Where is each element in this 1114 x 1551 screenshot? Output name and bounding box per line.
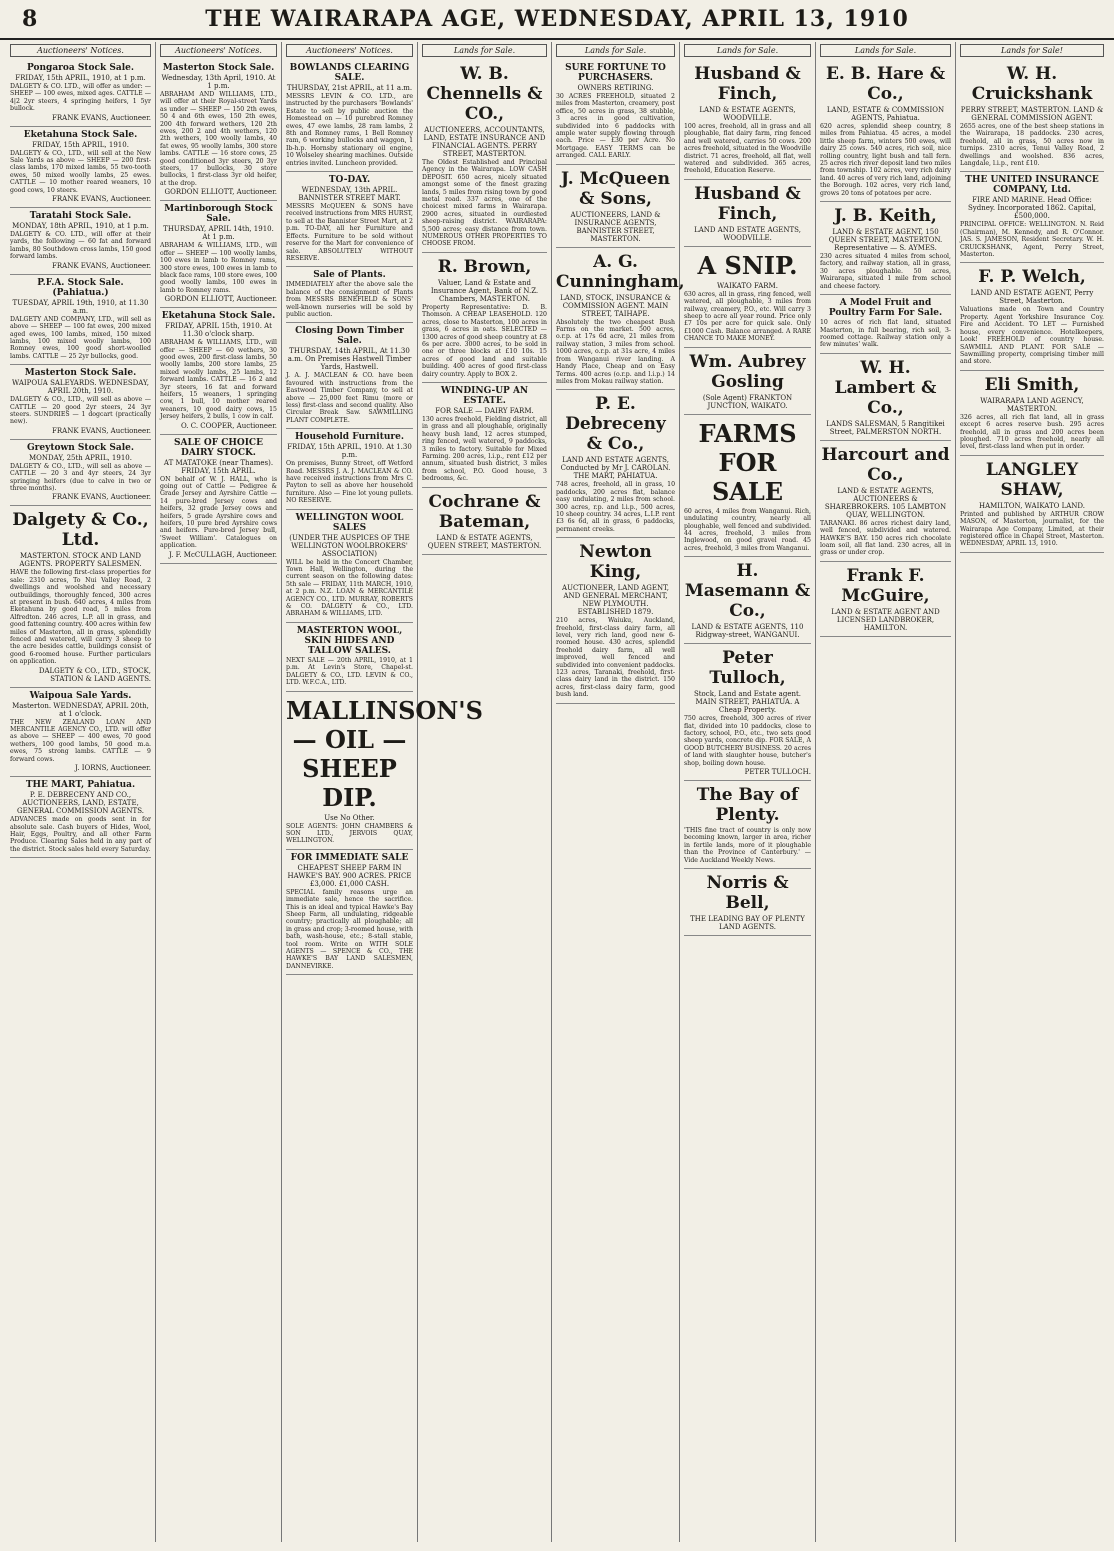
advertisement	[286, 510, 413, 623]
advertisement	[684, 180, 811, 247]
advertisement	[960, 263, 1104, 370]
ad-subtitle: Masterton. WEDNESDAY, APRIL 20th, at 1 o'clock.	[12, 701, 149, 718]
newspaper-title: THE WAIRARAPA AGE, WEDNESDAY, APRIL 13, 1910	[205, 6, 909, 32]
ad-title: Taratahi Stock Sale.	[29, 211, 132, 222]
advertisement	[286, 323, 413, 429]
ad-subtitle: CHEAPEST SHEEP FARM IN HAWKE'S BAY. 900 ACRES. PRICE £3,000. £1,000 CASH.	[287, 863, 412, 888]
ad-title: J. B. Keith,	[834, 206, 937, 227]
advertisement	[684, 348, 811, 415]
ad-body: 748 acres, freehold, all in grass, 10 paddocks, 200 acres flat, balance easy undulating, 2 miles from school. 300 acres, r.p. and l.i.p., 500 acres, 10 sheep country. 34 acres, L.I.P. rent £3 6s 6d, all in grass, 6 paddocks, permanent creeks.	[556, 481, 675, 533]
advertisement	[10, 365, 151, 440]
advertisement	[286, 267, 413, 323]
ad-body: ABRAHAM AND WILLIAMS, LTD., will offer at their Royal-street Yards as under — SHEEP — 150 2th ewes, 50 4 and 6th ewes, 150 2th ewes, 200 4th forward wethers, 120 2th ewes, 200 2 and 4th wethers, 120 2th wethers, 100 woolly lambs, 40 fat ewes, 95 woolly lambs, 300 store lambs. CATTLE — 16 store cows, 25 good conditioned 3yr steers, 20 3yr steers, 17 bullocks, 30 store bullocks, 1 first-class 3yr old heifer, at the drop.	[160, 91, 277, 187]
advertisement	[820, 60, 951, 202]
ad-subtitle: WAIPOUA SALEYARDS. WEDNESDAY, APRIL 20th, 1910.	[12, 379, 149, 396]
ad-body: ON behalf of W. J. HALL, who is going out of Cattle — Pedigree & Grade Jersey and Ayrshire Cattle — 14 pure-bred Jersey cows and heifers, 32 grade Jersey cows and heifers, 5 grade Ayrshire cows and heifers, 10 pure bred Ayrshire cows and heifers. Pure-bred Jersey bull, 'Sweet William'. Catalogues on application.	[160, 475, 277, 550]
ad-subtitle: MONDAY, 25th APRIL, 1910.	[29, 453, 132, 462]
advertisement	[422, 383, 547, 488]
column-heading: Auctioneers' Notices.	[10, 44, 151, 57]
ad-subtitle: WAIKATO FARM.	[717, 281, 778, 290]
ad-subtitle: LANDS SALESMAN, 5 Rangitikei Street, PALMERSTON NORTH.	[826, 419, 945, 436]
ad-subtitle: LAND & ESTATE AGENTS, WOODVILLE.	[699, 106, 796, 122]
ad-title: MASTERTON WOOL, SKIN HIDES AND TALLOW SALES.	[296, 625, 403, 656]
ad-body: 30 ACRES FREEHOLD, situated 2 miles from Masterton, creamery, post office, 50 acres in grass, 38 stubble, 3 acres in good cultivation, subdivided into 6 paddocks with ample water supply flowing through each. Price — £30 per Acre. No Mortgage. EASY TERMS can be arranged. CALL EARLY.	[556, 93, 675, 160]
ad-title: Greytown Stock Sale.	[26, 442, 135, 453]
advertisement	[10, 127, 151, 208]
masthead	[0, 0, 1114, 40]
ad-title: MALLINSON'S — OIL — SHEEP DIP.	[286, 695, 483, 812]
ad-title: P.F.A. Stock Sale. (Pahiatua.)	[37, 277, 124, 298]
ad-body: 2655 acres, one of the best sheep stations in the Wairarapa, 18 paddocks. 230 acres, freehold, all in grass, 50 acres now in turnips. 2310 acres, Tenui Valley Road, 2 dwellings and woolshed. 836 acres, Langdale, l.i.p., rent £10.	[960, 123, 1104, 168]
ad-body: IMMEDIATELY after the above sale the balance of the consignment of Plants from MESSRS BENEFIELD & SONS' well-known nurseries will be sold by public auction.	[286, 281, 413, 318]
ad-title: WINDING-UP AN ESTATE.	[440, 385, 529, 406]
ad-body: SOLE AGENTS: JOHN CHAMBERS & SON LTD., JERVOIS QUAY, WELLINGTON.	[286, 822, 413, 845]
ad-subtitle: LAND AND ESTATE AGENTS, Conducted by Mr J. CAROLAN. THE MART, PAHIATUA.	[560, 456, 671, 481]
advertisement	[422, 253, 547, 383]
ad-body: DALGETY & CO., LTD., will sell as above — CATTLE — 20 3 and 4yr steers, 24 3yr springing heifers (due to calve in two or three months).	[10, 462, 151, 492]
advertisement	[10, 688, 151, 777]
column-8	[956, 42, 1108, 1542]
ad-subtitle: (Sole Agent) FRANKTON JUNCTION, WAIKATO.	[702, 393, 793, 410]
ad-subtitle: MASTERTON. STOCK AND LAND AGENTS. PROPERTY SALESMEN.	[19, 552, 142, 569]
ad-subtitle: LAND & ESTATE AGENTS, QUEEN STREET, MASTERTON.	[427, 533, 542, 550]
column-2	[156, 42, 282, 1542]
ad-subtitle: LAND & ESTATE AGENTS, AUCTIONEERS & SHAREBROKERS. 105 LAMBTON QUAY, WELLINGTON.	[824, 486, 947, 519]
ad-body: ABRAHAM & WILLIAMS, LTD., will offer — SHEEP — 100 woolly lambs, 100 ewes in lamb to Romney rams, 300 store ewes, 100 ewes in lamb to black face rams, 100 store ewes, 100 good woolly lambs, 100 ewes in lamb to Romney rams.	[160, 242, 277, 294]
ad-subtitle: LAND & ESTATE AGENT, 150 QUEEN STREET, MASTERTON. Representative — S. AYMES.	[828, 228, 943, 253]
advertisement	[422, 488, 547, 555]
ad-body: TARANAKI. 86 acres richest dairy land, well fenced, subdivided and watered. HAWKE'S BAY. 150 acres rich chocolate loam soil, all flat land. 230 acres, all in grass or under crop.	[820, 519, 951, 557]
ad-subtitle: OWNERS RETIRING.	[577, 84, 654, 92]
ad-title: FOR IMMEDIATE SALE	[290, 852, 409, 863]
ad-title: P. E. Debreceny & Co.,	[565, 394, 666, 455]
advertisement	[160, 201, 277, 308]
ad-body: DALGETY AND COMPANY, LTD., will sell as above — SHEEP — 100 fat ewes, 200 mixed aged ewes, 100 lambs, mixed, 150 mixed lambs, 100 mixed woolly lambs, 100 Romney ewes, 100 good short-woolled lambs. CATTLE — 25 2yr bullocks, good.	[10, 315, 151, 360]
ad-signature: FRANK EVANS, Auctioneer.	[52, 195, 151, 204]
columns-container	[6, 42, 1108, 1542]
ad-title: Newton King,	[579, 542, 652, 583]
ad-body: MESSRS McQUEEN & SONS have received instructions from MRS HURST, to sell at the Bannister Street Mart, at 2 p.m. TO-DAY, all her Furniture and Effects. Furniture to be sold without reserve for the Mart for convenience of sale. ABSOLUTELY WITHOUT RESERVE.	[286, 203, 413, 262]
advertisement	[820, 202, 951, 295]
ad-subtitle: LAND AND ESTATE AGENTS, WOODVILLE.	[694, 225, 801, 242]
ad-signature: GORDON ELLIOTT, Auctioneer.	[164, 188, 277, 197]
ad-body: Valuations made on Town and Country Property. Agent Yorkshire Insurance Coy. Fire and Accident. TO LET — Furnished house, every convenience. Hotelkeepers, Look! FREEHOLD of country house. SAWMILL AND PLANT. FOR SALE — Sawmilling property, comprising timber mill and store.	[960, 306, 1104, 366]
ad-body: 210 acres, Waiuku, Auckland, freehold, first-class dairy farm, all level, very rich land, good new 6-roomed house. 430 acres, splendid freehold dairy farm, all well improved, well fenced and subdivided into convenient paddocks. 123 acres, Taranaki, freehold, first-class dairy land in the district. 150 acres, first-class dairy farm, good bush land.	[556, 617, 675, 699]
ad-subtitle: FOR SALE — DAIRY FARM.	[435, 406, 534, 415]
advertisement	[960, 456, 1104, 553]
advertisement	[286, 623, 413, 692]
advertisement	[556, 60, 675, 165]
ad-body: Absolutely the two cheapest Bush Farms on the market. 500 acres, o.r.p. at 17s 6d acre, 21 miles from railway station, 3 miles from school. 1000 acres, o.r.p. at 31s acre, 4 miles from Wanganui river landing. A Handy Place, Cheap and on Easy Terms. 400 acres (o.r.p. and l.i.p.) 14 miles from Mokau railway station.	[556, 318, 675, 385]
ad-subtitle: LAND, STOCK, INSURANCE & COMMISSION AGENT. MAIN STREET, TAIHAPE.	[560, 293, 671, 318]
advertisement	[960, 60, 1104, 172]
ad-signature: FRANK EVANS, Auctioneer.	[52, 261, 151, 270]
advertisement	[684, 60, 811, 180]
ad-body: The Oldest Established and Principal Agency in the Wairarapa. LOW CASH DEPOSIT. 650 acres, nicely situated amongst some of the finest grazing lands, 5 miles from rising town by good metal road. 337 acres, one of the choicest mixed farms in Wairarapa. 2900 acres, situated in ourdiested sheep-raising district. WAIRARAPA: 5,500 acres; easy distance from town. NUMEROUS OTHER PROPERTIES TO CHOOSE FROM.	[422, 159, 547, 248]
ad-title: F. P. Welch,	[978, 267, 1086, 288]
ad-subtitle: P. E. DEBRECENY AND CO., AUCTIONEERS, LAND, ESTATE, GENERAL COMMISSION AGENTS.	[17, 791, 144, 816]
advertisement	[10, 440, 151, 507]
column-6	[680, 42, 816, 1542]
ad-title: J. McQueen & Sons,	[561, 168, 670, 209]
ad-title: Norris & Bell,	[706, 873, 789, 913]
ad-body: 630 acres, all in grass, ring fenced, well watered, all ploughable, 3 miles from railway, creamery, P.O., etc. Will carry 3 sheep to acre all year round. Price only £7 10s per acre for quick sale. Only £1000 Cash. Balance arranged. A RARE CHANCE TO MAKE MONEY.	[684, 290, 811, 343]
ad-body: Property Representative: D. B. Thomson. A CHEAP LEASEHOLD. 120 acres, close to Masterton, 100 acres in grass, 6 acres in oats. SELECTED — 1300 acres of good sheep country at £8 6s per acre. 3000 acres, to be sold in one or three blocks at £10 10s. 15 acres of good land and suitable building. 400 acres of good first-class dairy country. Apply to BOX 2.	[422, 303, 547, 378]
ad-body: DALGETY & CO. LTD., will offer as under: — SHEEP — 100 ewes, mixed ages. CATTLE — 4|2 2yr steers, 4 springing heifers, 1 5yr bullock.	[10, 83, 151, 113]
ad-title: Pongaroa Stock Sale.	[26, 63, 135, 73]
ad-body: J. A. J. MACLEAN & CO. have been favoured with instructions from the Eastwood Timber Company, to sell at above — 25,000 feet Rimu (more or less) first-class and second quality. Also Circular Break Saw. SAWMILLING PLANT COMPLETE.	[286, 372, 413, 424]
ad-body: 60 acres, 4 miles from Wanganui. Rich, undulating country, nearly all ploughable, well fenced and subdivided. 44 acres, freehold, 3 miles from Inglewood, on good gravel road. 45 acres, freehold, 3 miles from Wanganui.	[684, 507, 811, 552]
ad-subtitle: HAMILTON, WAIKATO LAND.	[978, 501, 1086, 510]
ad-title: Eli Smith,	[984, 374, 1080, 395]
advertisement	[684, 781, 811, 869]
ad-signature: J. F. McCULLAGH, Auctioneer.	[168, 550, 277, 559]
ad-subtitle: AUCTIONEER, LAND AGENT, AND GENERAL MERCHANT, NEW PLYMOUTH. ESTABLISHED 1879.	[562, 584, 669, 617]
ad-body: THE NEW ZEALAND LOAN AND MERCANTILE AGENCY CO., LTD. will offer as above — SHEEP — 400 ewes, 70 good wethers, 100 good lambs, 50 good m.a. ewes, 75 strong lambs. CATTLE — 9 forward cows.	[10, 718, 151, 763]
ad-subtitle: Wednesday, 13th April, 1910. At 1 p.m.	[161, 74, 276, 90]
column-heading: Auctioneers' Notices.	[286, 44, 413, 57]
advertisement	[286, 172, 413, 267]
ad-title: E. B. Hare & Co.,	[825, 64, 946, 104]
ad-subtitle: WAIRARAPA LAND AGENCY, MASTERTON.	[980, 396, 1084, 413]
advertisement	[556, 538, 675, 703]
ad-subtitle: PERRY STREET, MASTERTON. LAND & GENERAL COMMISSION AGENT.	[960, 106, 1104, 122]
advertisement	[10, 777, 151, 858]
ad-body: WILL be held in the Concert Chamber, Town Hall, Wellington, during the current season on the following dates: 5th sale — FRIDAY, 11th MARCH, 1910, at 2 p.m. N.Z. LOAN & MERCANTILE AGENCY CO., LTD. MURRAY, ROBERTS & CO. DALGETY & CO., LTD. ABRAHAM & WILLIAMS, LTD.	[286, 558, 413, 618]
advertisement	[960, 172, 1104, 263]
ad-subtitle: Use No Other.	[324, 813, 375, 822]
ad-body: 230 acres situated 4 miles from school, factory, and railway station, all in grass, 30 acres ploughable. 50 acres, Wairarapa, situated 1 mile from school and cheese factory.	[820, 253, 951, 290]
ad-subtitle: LAND & ESTATE AGENTS, 110 Ridgway-street, WANGANUI.	[691, 623, 804, 640]
advertisement	[10, 208, 151, 275]
ad-body: DALGETY & CO. LTD., will offer at their yards, the following — 60 fat and forward lambs, 80 Southdown cross lambs, 150 good forward lambs.	[10, 231, 151, 261]
ad-title: Martinborough Stock Sale.	[164, 204, 273, 225]
advertisement	[820, 562, 951, 637]
ad-subtitle: Stock, Land and Estate agent. MAIN STREET, PAHIATUA. A Cheap Property.	[693, 690, 802, 715]
ad-title: TO-DAY.	[328, 175, 371, 186]
advertisement	[286, 850, 413, 975]
ad-title: Household Furniture.	[294, 432, 404, 443]
ad-title: Masterton Stock Sale.	[24, 368, 137, 379]
ad-body: 750 acres, freehold, 300 acres of river flat, divided into 10 paddocks, close to factory, school, P.O., etc., two sets good sheep yards, concrete dip. FOR SALE, A GOOD BUTCHERY BUSINESS. 20 acres of land with slaughter house, butcher's shop, boiling down house.	[684, 715, 811, 767]
ad-subtitle: THURSDAY, APRIL 14th, 1910. At 1 p.m.	[163, 225, 274, 242]
ad-body: 100 acres, freehold, all in grass and all ploughable, flat dairy farm, ring fenced and well watered, carries 50 cows. 200 acres freehold, situated in the Woodville district. 71 acres, freehold, all flat, well watered and subdivided. 365 acres, freehold, Education Reserve.	[684, 123, 811, 175]
advertisement	[820, 441, 951, 562]
advertisement	[556, 390, 675, 538]
advertisement	[286, 692, 483, 850]
advertisement	[684, 415, 811, 557]
ad-title: Harcourt and Co.,	[821, 444, 950, 485]
ad-title: A SNIP.	[697, 250, 798, 280]
ad-title: R. Brown,	[437, 256, 532, 277]
ad-title: Eketahuna Stock Sale.	[23, 129, 138, 140]
ad-subtitle: TUESDAY, APRIL 19th, 1910, at 11.30 a.m.	[12, 298, 149, 315]
ad-body: 'THIS fine tract of country is only now becoming known, larger in area, richer in fertile lands, more of it ploughable than the Province of Canterbury.' — Vide Auckland Weekly News.	[684, 826, 811, 864]
ad-subtitle: FIRE AND MARINE. Head Office: Sydney. Incorporated 1862. Capital, £500,000.	[968, 196, 1096, 221]
ad-body: 326 acres, all rich flat land, all in grass except 6 acres reserve bush. 295 acres freehold, all in grass and 200 acres been ploughed. 710 acres freehold, nearly all level, first-class land when put in order.	[960, 413, 1104, 451]
ad-title: Waipoua Sale Yards.	[29, 690, 132, 701]
column-1	[6, 42, 156, 1542]
advertisement	[684, 644, 811, 781]
ad-title: Cochrane & Bateman,	[428, 491, 541, 532]
ad-title: Peter Tulloch,	[709, 648, 786, 689]
ad-body: Printed and published by ARTHUR CROW MASON, of Masterton, journalist, for the Wairarapa Age Company, Limited, at their registered office in Chapel Street, Masterton. WEDNESDAY, APRIL 13, 1910.	[960, 510, 1104, 548]
ad-body: SPECIAL family reasons urge an immediate sale, hence the sacrifice. This is an ideal and typical Hawke's Bay Sheep Farm, all undulating, ridgeable country; practically all ploughable; all in grass and crop; 3-roomed house, with bath, wash-house, etc.; 8-stall stable, tool room. Write on WITH SOLE AGENTS — SPENCE & CO., THE HAWKE'S BAY LAND SALESMEN, DANNEVIRKE.	[286, 888, 413, 970]
column-heading: Lands for Sale.	[820, 44, 951, 57]
ad-title: Husband & Finch,	[694, 64, 801, 104]
advertisement	[960, 371, 1104, 456]
ad-body: 620 acres, splendid sheep country, 8 miles from Pahiatua. 45 acres, a model little sheep farm, winters 500 ewes, will dairy 25 cows. 540 acres, rich soil, nice rolling country, light bush and tall fern. 25 acres rich river deposit land two miles from township. 102 acres, very rich dairy land. 40 acres of very rich land, adjoining the Borough. 102 acres, very rich land, grows 20 tons of potatoes per acre.	[820, 123, 951, 197]
advertisement	[820, 295, 951, 354]
ad-signature: J. IORNS, Auctioneer.	[75, 764, 151, 773]
ad-subtitle: FRIDAY, 15th APRIL, 1910, at 1 p.m.	[15, 74, 146, 82]
ad-signature: DALGETY & CO., LTD., STOCK, STATION & LAND AGENTS.	[38, 666, 151, 683]
ad-title: W. B. Chennells & CO.,	[426, 64, 543, 124]
ad-subtitle: FRIDAY, APRIL 15th, 1910. At 11.30 o'clock sharp.	[165, 322, 272, 339]
advertisement	[160, 308, 277, 434]
ad-title: H. Masemann & Co.,	[684, 561, 811, 622]
advertisement	[684, 557, 811, 644]
ad-title: FARMS FOR SALE	[698, 418, 797, 506]
column-heading: Auctioneers' Notices.	[160, 44, 277, 57]
ad-subtitle: THURSDAY, 14th APRIL, At 11.30 a.m. On Premises Hastwell Timber Yards, Hastwell.	[287, 347, 412, 372]
ad-subtitle: AUCTIONEERS, ACCOUNTANTS, LAND, ESTATE INSURANCE AND FINANCIAL AGENTS. PERRY STREET, MASTERTON.	[423, 126, 546, 158]
ad-body: NEXT SALE — 20th APRIL, 1910, at 1 p.m. At Levin's Store, Chapel-st. DALGETY & CO., LTD. LEVIN & CO., LTD. W.F.C.A., LTD.	[286, 656, 413, 687]
ad-signature: FRANK EVANS, Auctioneer.	[52, 426, 151, 435]
advertisement	[10, 60, 151, 127]
ad-subtitle: LAND, ESTATE & COMMISSION AGENTS, Pahiatua.	[826, 106, 945, 122]
ad-title: Masterton Stock Sale.	[162, 63, 275, 73]
ad-subtitle: FRIDAY, 15th APRIL, 1910. At 1.30 p.m.	[287, 443, 412, 460]
ad-body: On premises, Bunny Street, off Wetford Road. MESSRS J. A. J. MACLEAN & CO. have received instructions from Mrs C. Payton to sell as above her household furniture. Also — Fine lot young pullets. NO RESERVE.	[286, 460, 413, 505]
ad-signature: FRANK EVANS, Auctioneer.	[52, 113, 151, 122]
ad-subtitle: LAND & ESTATE AGENT AND LICENSED LANDBROKER, HAMILTON.	[831, 607, 940, 632]
ad-signature: GORDON ELLIOTT, Auctioneer.	[164, 295, 277, 304]
ad-signature: O. C. COOPER, Auctioneer.	[180, 421, 277, 430]
ad-body: DALGETY & CO., LTD., will sell as above — CATTLE — 20 good 2yr steers, 24 3yr steers. SUNDRIES — 1 dogcart (practically new).	[10, 396, 151, 426]
column-heading: Lands for Sale.	[422, 44, 547, 57]
column-5	[552, 42, 685, 1542]
ad-subtitle: MONDAY, 18th APRIL, 1910, at 1 p.m.	[12, 222, 149, 231]
ad-title: THE MART, Pahiatua.	[25, 780, 136, 791]
ad-body: PRINCIPAL OFFICE: WELLINGTON. N. Reid (Chairman), M. Kennedy, and R. O'Connor. JAS. S. JAMESON, Resident Secretary. W. H. CRUICKSHANK, Agent, Perry Street, Masterton.	[960, 221, 1104, 259]
ad-title: The Bay of Plenty.	[696, 784, 799, 825]
ad-subtitle: (UNDER THE AUSPICES OF THE WELLINGTON WOOLBROKERS' ASSOCIATION)	[289, 533, 410, 558]
advertisement	[160, 435, 277, 564]
ad-title: Closing Down Timber Sale.	[295, 326, 404, 347]
column-heading: Lands for Sale.	[556, 44, 675, 57]
column-heading: Lands for Sale!	[960, 44, 1104, 57]
ad-signature: PETER TULLOCH.	[744, 767, 811, 776]
ad-title: Husband & Finch,	[694, 183, 801, 224]
ad-subtitle: AUCTIONEERS, LAND & INSURANCE AGENTS, BANNISTER STREET, MASTERTON.	[570, 210, 661, 243]
ad-title: Sale of Plants.	[313, 270, 386, 281]
ad-body: ADVANCES made on goods sent in for absolute sale. Cash buyers of Hides, Wool, Hair, Eggs, Poultry, and all other Farm Produce. Clearing Sales held in any part of the district. Stock sales held every Saturday.	[10, 816, 151, 853]
column-heading: Lands for Sale.	[684, 44, 811, 57]
ad-title: A Model Fruit and Poultry Farm For Sale.	[828, 298, 943, 319]
ad-subtitle: Valuer, Land & Estate and Insurance Agent, Bank of N.Z. Chambers, MASTERTON.	[430, 278, 539, 303]
ad-title: SALE OF CHOICE DAIRY STOCK.	[174, 437, 263, 458]
ad-title: Frank F. McGuire,	[841, 565, 930, 606]
ad-title: BOWLANDS CLEARING SALE.	[289, 63, 410, 83]
ad-body: 10 acres of rich flat land, situated Masterton, in full bearing, rich soil, 3-roomed cottage. Railway station only a few minutes' walk.	[820, 319, 951, 349]
ad-title: THE UNITED INSURANCE COMPANY, Ltd.	[965, 175, 1099, 196]
ad-title: LANGLEY SHAW,	[985, 459, 1079, 500]
advertisement	[820, 354, 951, 441]
ad-title: Wm. Aubrey Gosling	[689, 351, 806, 392]
ad-body: HAVE the following first-class properties for sale: 2310 acres, To Nui Valley Road, 2 dwellings and woolshed and necessary outbuildings, thoroughly fenced, 300 acres at present in bush. 640 acres, 4 miles from Eketahuna by good road, 5 miles from Alfredton. 246 acres, L.P. all in grass, and good fattening country. 400 acres within few miles of Masterton, all in grass, splendidly fenced and watered, will carry 3 sheep to the acre besides cattle, buildings consist of good 6-roomed house. Further particulars on application.	[10, 569, 151, 666]
ad-body: 130 acres freehold, Fielding district, all in grass and all ploughable, originally heavy bush land, 12 acres stumped, ring fenced, well watered, 9 paddocks, 3 miles to factory. Suitable for Mixed Farming. 200 acres, l.i.p., rent £12 per annum, situated bush district, 3 miles from school, P.O. Good house, 3 bedrooms, &c.	[422, 415, 547, 483]
ad-title: W. H. Cruickshank	[971, 64, 1093, 104]
page-number: 8	[22, 6, 38, 32]
ad-body: DALGETY & CO., LTD., will sell at the New Sale Yards as above — SHEEP — 200 first-class lambs, 170 mixed lambs, 55 two-tooth ewes, 50 mixed woolly lambs, 25 ewes. CATTLE — 10 mother reared weaners, 10 good cows, 10 steers.	[10, 149, 151, 194]
ad-subtitle: THURSDAY, 21st APRIL, at 11 a.m.	[286, 84, 413, 92]
advertisement	[684, 869, 811, 936]
column-4	[418, 42, 552, 1542]
ad-subtitle: WEDNESDAY, 13th APRIL. BANNISTER STREET MART.	[298, 186, 401, 203]
advertisement	[684, 247, 811, 348]
ad-title: W. H. Lambert & Co.,	[834, 357, 937, 418]
advertisement	[10, 275, 151, 365]
advertisement	[286, 60, 413, 172]
ad-title: Eketahuna Stock Sale.	[161, 311, 276, 322]
ad-subtitle: AT MATATOKE (near Thames). FRIDAY, 15th APRIL.	[163, 458, 274, 475]
ad-title: WELLINGTON WOOL SALES	[295, 512, 404, 533]
ad-subtitle: LAND AND ESTATE AGENT, Perry Street, Masterton.	[970, 289, 1094, 306]
advertisement	[286, 429, 413, 509]
ad-title: Dalgety & Co., Ltd.	[12, 510, 149, 551]
ad-body: ABRAHAM & WILLIAMS, LTD., will offer — SHEEP — 60 wethers, 30 good ewes, 200 first-class lambs, 50 woolly lambs, 200 store lambs, 25 mixed woolly lambs, 25 lambs, 12 forward lambs. CATTLE — 16 2 and 3yr steers, 16 fat and forward heifers, 15 weaners, 1 springing cow, 1 bull, 10 mother reared weaners, 10 good dairy cows, 15 Jersey heifers, 2 bulls, 1 cow in calf.	[160, 339, 277, 421]
ad-subtitle: FRIDAY, 15th APRIL, 1910.	[32, 140, 129, 149]
advertisement	[556, 165, 675, 248]
ad-signature: FRANK EVANS, Auctioneer.	[52, 493, 151, 502]
ad-subtitle: THE LEADING BAY OF PLENTY LAND AGENTS.	[690, 915, 805, 931]
advertisement	[556, 248, 685, 391]
ad-body: MESSRS LEVIN & CO. LTD., are instructed by the purchasers 'Bowlands' Estate to sell by public auction the Homestead on — 10 purebred Romney ewes, 47 ewe lambs, 28 ram lambs, 2 8th and Romney rams, 1 Bell Romney ram, 6 working bullocks and waggon, 1 Ib-h.p. Hornsby stationary oil engine, 10 Wolseley shearing machines. Outside entries invited. Luncheon provided.	[286, 93, 413, 167]
ad-title: SURE FORTUNE TO PURCHASERS.	[565, 63, 666, 83]
advertisement	[10, 506, 151, 687]
advertisement	[422, 60, 547, 253]
advertisement	[160, 60, 277, 201]
column-7	[816, 42, 956, 1542]
ad-title: A. G. Cunningham,	[556, 251, 685, 292]
column-3	[282, 42, 483, 1542]
